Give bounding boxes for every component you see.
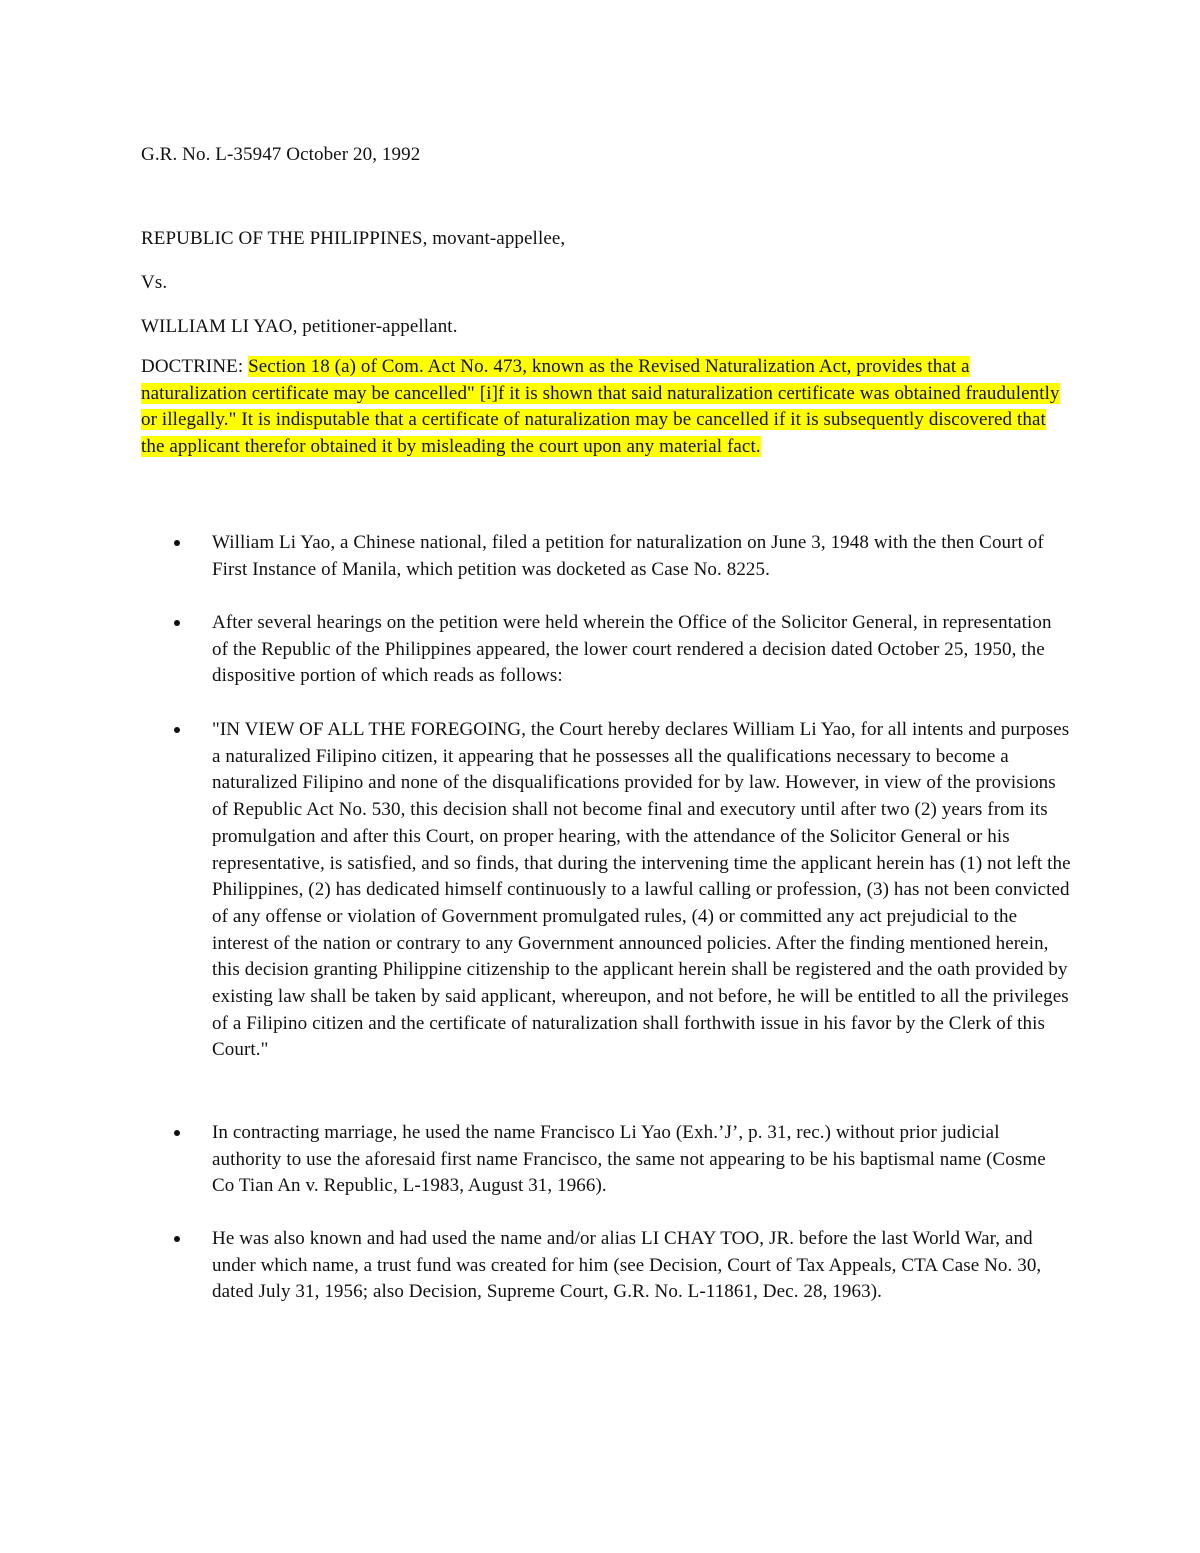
- party-petitioner-appellant: WILLIAM LI YAO, petitioner-appellant.: [141, 316, 458, 337]
- bullet-icon: [174, 1236, 180, 1242]
- doctrine-paragraph: [141, 354, 1071, 460]
- case-number-line: G.R. No. L-35947 October 20, 1992: [141, 144, 421, 165]
- doctrine-highlighted-text: Section 18 (a) of Com. Act No. 473, known as the Revised Naturalization Act, provides that a naturalization certificate may be cancelled" [i]f it is shown that said naturalization certificate was obtained fraudulently or illegally." It is indisputable that a certificate of naturalization may be cancelled if it is subsequently discovered that the applicant therefor obtained it by misleading the court upon any material fact.: [141, 356, 1060, 457]
- list-item-text: After several hearings on the petition were held wherein the Office of the Solicitor General, in representation of the Republic of the Philippines appeared, the lower court rendered a decision dated October 25, 1950, the dispositive portion of which reads as follows:: [212, 612, 1052, 687]
- bullet-icon: [174, 1130, 180, 1136]
- doctrine-label: DOCTRINE:: [141, 356, 249, 377]
- bullet-icon: [174, 727, 180, 733]
- list-item-text: In contracting marriage, he used the name Francisco Li Yao (Exh.’J’, p. 31, rec.) without prior judicial authority to use the aforesaid first name Francisco, the same not appearing to be his baptismal name (Cosme Co Tian An v. Republic, L-1983, August 31, 1966).: [212, 1122, 1046, 1197]
- bullet-icon: [174, 620, 180, 626]
- versus-text: Vs.: [141, 272, 168, 293]
- list-item-text: "IN VIEW OF ALL THE FOREGOING, the Court hereby declares William Li Yao, for all intents and purposes a naturalized Filipino citizen, it appearing that he possesses all the qualifications necessary to become a naturalized Filipino and none of the disqualifications provided for by law. However, in view of the provisions of Republic Act No. 530, this decision shall not become final and executory until after two (2) years from its promulgation and after this Court, on proper hearing, with the attendance of the Solicitor General or his representative, is satisfied, and so finds, that during the intervening time the applicant herein has (1) not left the Philippines, (2) has dedicated himself continuously to a lawful calling or profession, (3) has not been convicted of any offense or violation of Government promulgated rules, (4) or committed any act prejudicial to the interest of the nation or contrary to any Government announced policies. After the finding mentioned herein, this decision granting Philippine citizenship to the applicant herein shall be registered and the oath provided by existing law shall be taken by said applicant, whereupon, and not before, he will be entitled to all the privileges of a Filipino citizen and the certificate of naturalization shall forthwith issue in his favor by the Clerk of this Court.": [212, 719, 1071, 1061]
- list-item-text: William Li Yao, a Chinese national, filed a petition for naturalization on June 3, 1948 with the then Court of First Instance of Manila, which petition was docketed as Case No. 8225.: [212, 532, 1044, 580]
- list-item-text: He was also known and had used the name and/or alias LI CHAY TOO, JR. before the last World War, and under which name, a trust fund was created for him (see Decision, Court of Tax Appeals, CTA Case No. 30, dated July 31, 1956; also Decision, Supreme Court, G.R. No. L-11861, Dec. 28, 1963).: [212, 1228, 1042, 1303]
- bullet-icon: [174, 540, 180, 546]
- party-movant-appellee: REPUBLIC OF THE PHILIPPINES, movant-appellee,: [141, 228, 566, 249]
